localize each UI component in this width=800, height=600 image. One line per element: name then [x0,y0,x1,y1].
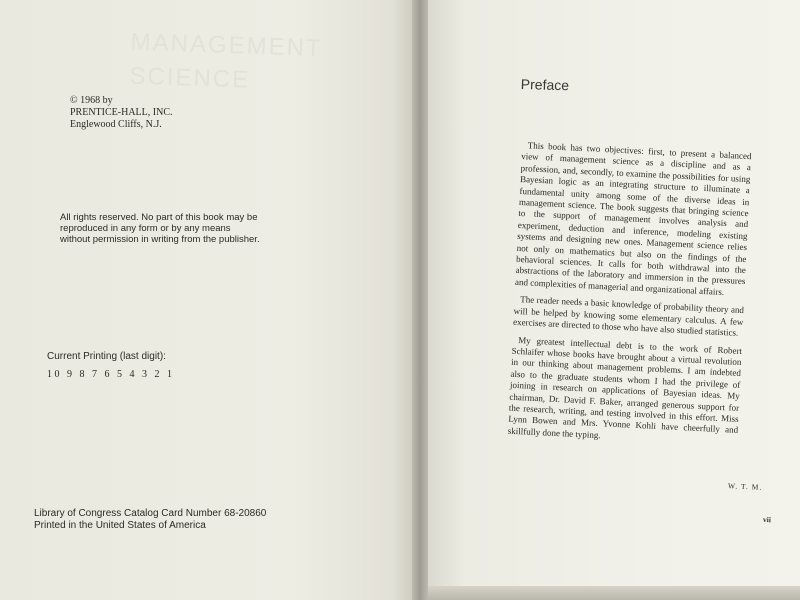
printing-info [47,351,175,381]
author-initials: W. T. M. [727,481,763,492]
preface-body [507,140,752,454]
library-info [34,508,266,532]
copyright-notice [70,95,173,131]
publisher-location: Englewood Cliffs, N.J. [70,119,162,130]
catalog-number: Library of Congress Catalog Card Number 68-20860 [34,508,267,519]
publisher-name: PRENTICE-HALL, INC. [70,107,173,118]
printing-digits: 10 9 8 7 6 5 4 3 2 1 [47,369,175,380]
copyright-line: © 1968 by [70,95,113,106]
printing-label: Current Printing (last digit): [47,351,166,362]
preface-title: Preface [520,76,570,94]
page-edge-shadow [428,586,800,600]
page-number: vii [762,514,772,525]
preface-paragraph: This book has two objectives: first, to present a balanced view of management science as a discipline and as a profession, and, secondly, to examine the possibilities for using Bayesian logic as an integrating structure to illuminate a fundamental unity among some of the diverse ideas in management science. The book suggests that bringing science to the support of management involves analysis and experiment, deduction and inference, modeling existing systems and designing new ones. Management science relies not only on mathematics but also on the findings of the behavioral sciences. It calls for both withdrawal into the abstractions of the laboratory and immersion in the pressures and complexities of managerial and organizational affairs. [514,140,752,297]
preface-paragraph: The reader needs a basic knowledge of probability theory and will be helped by knowing some elementary calculus. A few exercises are directed to those who have also studied statistics. [512,294,745,338]
show-through-text: MANAGEMENT SCIENCE [129,28,324,94]
printed-in: Printed in the United States of America [34,520,206,531]
preface-paragraph: My greatest intellectual debt is to the work of Robert Schlaifer whose books have brought about a virtual revolution in our thinking about management problems. I am indebted also to the graduate students whom I had the privilege of joining in research on applications of Bayesian ideas. My chairman, Dr. David F. Baker, arranged generous support for the research, writing, and testing involved in this effort. Miss Lynn Bowen and Mrs. Yvonne Kohli have cheerfully and skillfully done the typing. [507,334,743,440]
rights-statement: All rights reserved. No part of this book may be reproduced in any form or by any means without permission in writing from the publisher. [60,212,260,245]
